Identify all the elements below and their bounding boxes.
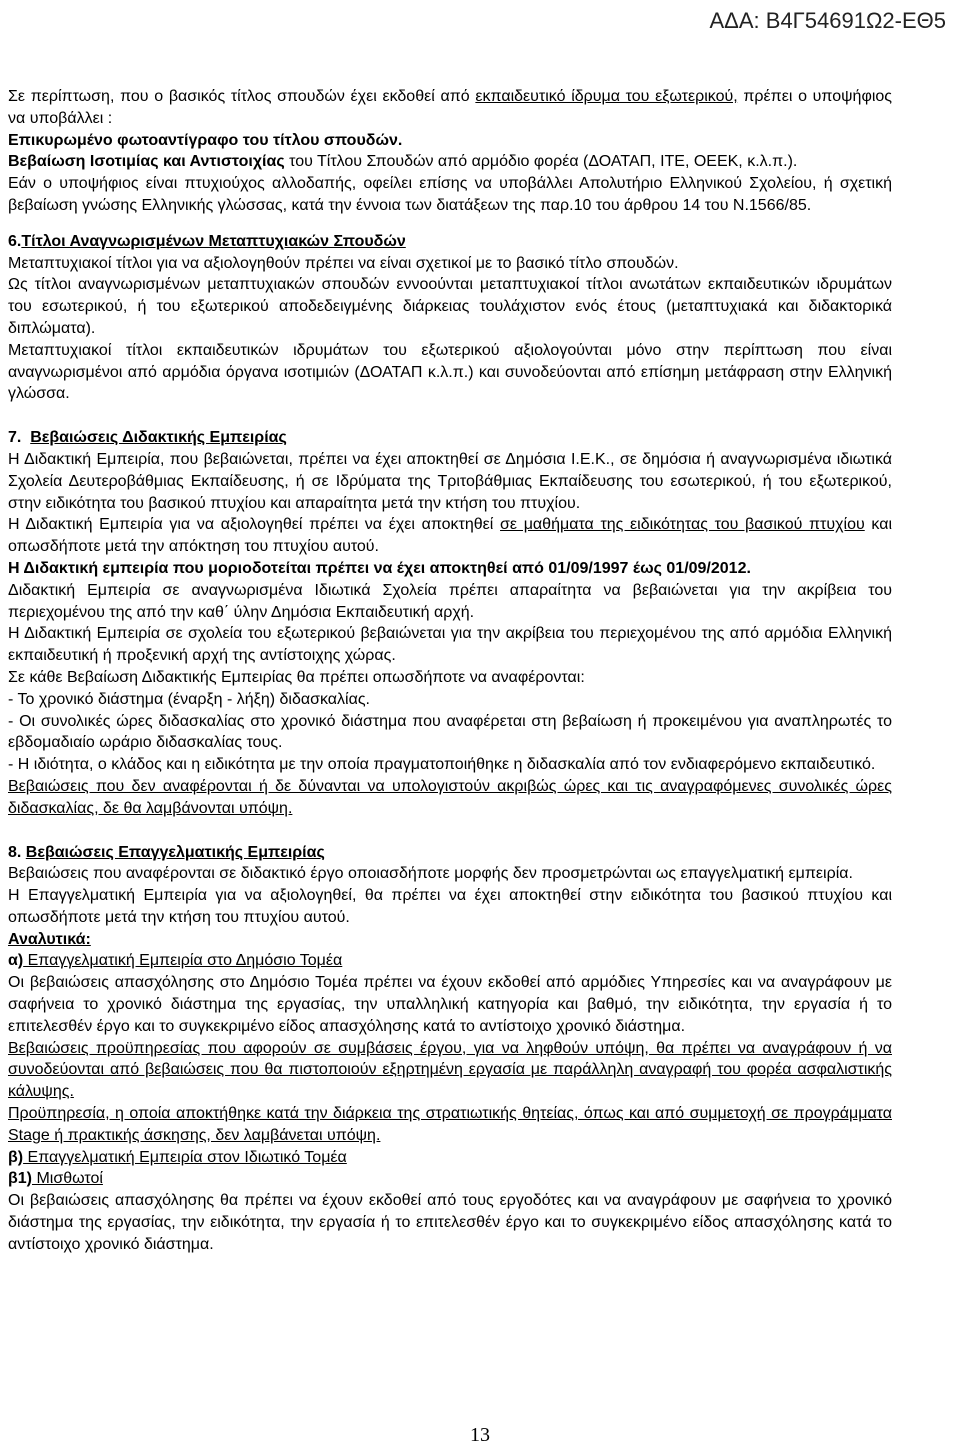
paragraph: Βεβαιώσεις προϋπηρεσίας που αφορούν σε συμβάσεις έργου, για να ληφθούν υπόψη, θα πρέπει να αναγράφουν ή να συνοδεύονται από βεβαιώσεις που θα πιστοποιούν εξηρτημένη εργασία με παράλληλη αναγραφή του φορέα ασφαλιστικής κάλυψης. bbox=[8, 1039, 892, 1101]
paragraph: Μεταπτυχιακοί τίτλοι για να αξιολογηθούν πρέπει να είναι σχετικοί με το βασικό τίτλο σπουδών. bbox=[8, 254, 679, 272]
document-body bbox=[8, 86, 892, 1256]
paragraph: Η Διδακτική εμπειρία που μοριοδοτείται πρέπει να έχει αποκτηθεί από 01/09/1997 έως 01/09/2012. bbox=[8, 559, 751, 577]
paragraph: Μεταπτυχιακοί τίτλοι εκπαιδευτικών ιδρυμάτων του εξωτερικού αξιολογούνται μόνο στην περίπτωση που είναι αναγνωρισμένοι από αρμόδια όργανα ισοτιμιών (ΔΟΑΤΑΠ κ.λ.π.) και συνοδεύονται από επίσημη μετάφραση στην Ελληνική γλώσσα. bbox=[8, 341, 892, 403]
paragraph: Βεβαίωση Ισοτιμίας και Αντιστοιχίας του Τίτλου Σπουδών από αρμόδιο φορέα (ΔΟΑΤΑΠ, ΙΤΕ, ΟΕΕΚ, κ.λ.π.). bbox=[8, 153, 798, 171]
paragraph: Οι βεβαιώσεις απασχόλησης θα πρέπει να έχουν εκδοθεί από τους εργοδότες και να αναγράφουν με σαφήνεια το χρονικό διάστημα της εργασίας, την ειδικότητα, την εργασία ή το επιτελεσθέν έργο και το συγκεκριμένο είδος απασχόλησης κατά το αντίστοιχο χρονικό διάστημα. bbox=[8, 1192, 892, 1253]
subsection-b-heading: β) Επαγγελματική Εμπειρία στον Ιδιωτικό Τομέα bbox=[8, 1148, 347, 1166]
list-item: - Οι συνολικές ώρες διδασκαλίας στο χρονικό διάστημα που αναφέρεται στη βεβαίωση ή προκειμένου για αναπληρωτές το εβδομαδιαίο ωράριο διδασκαλίας τους. bbox=[8, 712, 892, 752]
subsection-b1-heading: β1) Μισθωτοί bbox=[8, 1170, 103, 1188]
paragraph: Η Διδακτική Εμπειρία, που βεβαιώνεται, πρέπει να έχει αποκτηθεί σε Δημόσια Ι.Ε.Κ., σε δημόσια ή αναγνωρισμένα ιδιωτικά Σχολεία Δευτεροβάθμιας Εκπαίδευσης, ή σε Ιδρύματα της Τριτοβάθμιας Εκπαίδευσης του εσωτερικού, ή του εξωτερικού, στην ειδικότητα του βασικού πτυχίου και απαραίτητα μετά την κτήση του πτυχίου. bbox=[8, 450, 892, 512]
list-item: - Η ιδιότητα, ο κλάδος και η ειδικότητα με την οποία πραγματοποιήθηκε η διδασκαλία από τον ενδιαφερόμενο εκπαιδευτικό. bbox=[8, 756, 876, 774]
paragraph: Εάν ο υποψήφιος είναι πτυχιούχος αλλοδαπής, οφείλει επίσης να υποβάλλει Απολυτήριο Ελληνικού Σχολείου, ή σχετική βεβαίωση γνώσης Ελληνικής γλώσσας, κατά την έννοια των διατάξεων της παρ.10 του άρθρου 14 του Ν.1566/85. bbox=[8, 175, 892, 214]
paragraph: Βεβαιώσεις που δεν αναφέρονται ή δε δύνανται να υπολογιστούν ακριβώς ώρες και τις αναγραφόμενες συνολικές ώρες διδασκαλίας, δε θα λαμβάνονται υπόψη. bbox=[8, 777, 892, 817]
paragraph: Σε περίπτωση, που ο βασικός τίτλος σπουδών έχει εκδοθεί από εκπαιδευτικό ίδρυμα του εξωτερικού, πρέπει ο υποψήφιος να υποβάλλει : bbox=[8, 88, 892, 127]
paragraph: Ως τίτλοι αναγνωρισμένων μεταπτυχιακών σπουδών εννοούνται μεταπτυχιακοί τίτλοι ανωτάτων εκπαιδευτικών ιδρυμάτων του εσωτερικού, ή του εξωτερικού αποδεδειγμένης διάρκειας τουλάχιστον ενός έτους (μεταπτυχιακά και διδακτορικά διπλώματα). bbox=[8, 276, 892, 337]
paragraph: Διδακτική Εμπειρία σε αναγνωρισμένα Ιδιωτικά Σχολεία πρέπει απαραίτητα να βεβαιώνεται για την ακρίβεια του περιεχομένου της από την καθ΄ ύλην Δημόσια Εκπαιδευτική αρχή. bbox=[8, 581, 892, 621]
paragraph: Προϋπηρεσία, η οποία αποκτήθηκε κατά την διάρκεια της στρατιωτικής θητείας, όπως και από συμμετοχή σε προγράμματα Stage ή πρακτικής άσκησης, δεν λαμβάνεται υπόψη. bbox=[8, 1105, 892, 1144]
page-number: 13 bbox=[470, 1424, 490, 1446]
subsection-a-heading: α) Επαγγελματική Εμπειρία στο Δημόσιο Τομέα bbox=[8, 952, 343, 970]
paragraph: Η Διδακτική Εμπειρία για να αξιολογηθεί πρέπει να έχει αποκτηθεί σε μαθήματα της ειδικότητας του βασικού πτυχίου και οπωσδήποτε μετά την απόκτηση του πτυχίου αυτού. bbox=[8, 516, 893, 556]
paragraph: Σε κάθε Βεβαίωση Διδακτικής Εμπειρίας θα πρέπει οπωσδήποτε να αναφέρονται: bbox=[8, 668, 585, 686]
paragraph: Η Διδακτική Εμπειρία σε σχολεία του εξωτερικού βεβαιώνεται για την ακρίβεια του περιεχομένου της από αρμόδια Ελληνική εκπαιδευτική ή προξενική αρχή της αντίστοιχης χώρας. bbox=[8, 625, 892, 665]
section-6-heading: 6.Τίτλοι Αναγνωρισμένων Μεταπτυχιακών Σπουδών bbox=[8, 232, 406, 250]
section-7-heading: 7. Βεβαιώσεις Διδακτικής Εμπειρίας bbox=[8, 429, 287, 447]
section-8-heading: 8. Βεβαιώσεις Επαγγελματικής Εμπειρίας bbox=[8, 843, 325, 861]
paragraph: Βεβαιώσεις που αναφέρονται σε διδακτικό έργο οποιασδήποτε μορφής δεν προσμετρώνται ως επαγγελματική εμπειρία. bbox=[8, 865, 853, 883]
list-item: - Το χρονικό διάστημα (έναρξη - λήξη) διδασκαλίας. bbox=[8, 690, 370, 708]
document-code: ΑΔΑ: Β4Γ54691Ω2-ΕΘ5 bbox=[709, 8, 946, 33]
paragraph: Η Επαγγελματική Εμπειρία για να αξιολογηθεί, θα πρέπει να έχει αποκτηθεί στην ειδικότητα του βασικού πτυχίου και οπωσδήποτε μετά την κτήση του πτυχίου αυτού. bbox=[8, 887, 892, 926]
subheading: Αναλυτικά: bbox=[8, 930, 91, 948]
paragraph: Οι βεβαιώσεις απασχόλησης στο Δημόσιο Τομέα πρέπει να έχουν εκδοθεί από αρμόδιες Υπηρεσίες και να αναγράφουν με σαφήνεια το χρονικό διάστημα της εργασίας, την υπαλληλική κατηγορία και βαθμό, την ειδικότητα, την εργασία ή το επιτελεσθέν έργο και το συγκεκριμένο είδος απασχόλησης κατά το αντίστοιχο χρονικό διάστημα. bbox=[8, 974, 892, 1035]
paragraph: Επικυρωμένο φωτοαντίγραφο του τίτλου σπουδών. bbox=[8, 131, 403, 149]
